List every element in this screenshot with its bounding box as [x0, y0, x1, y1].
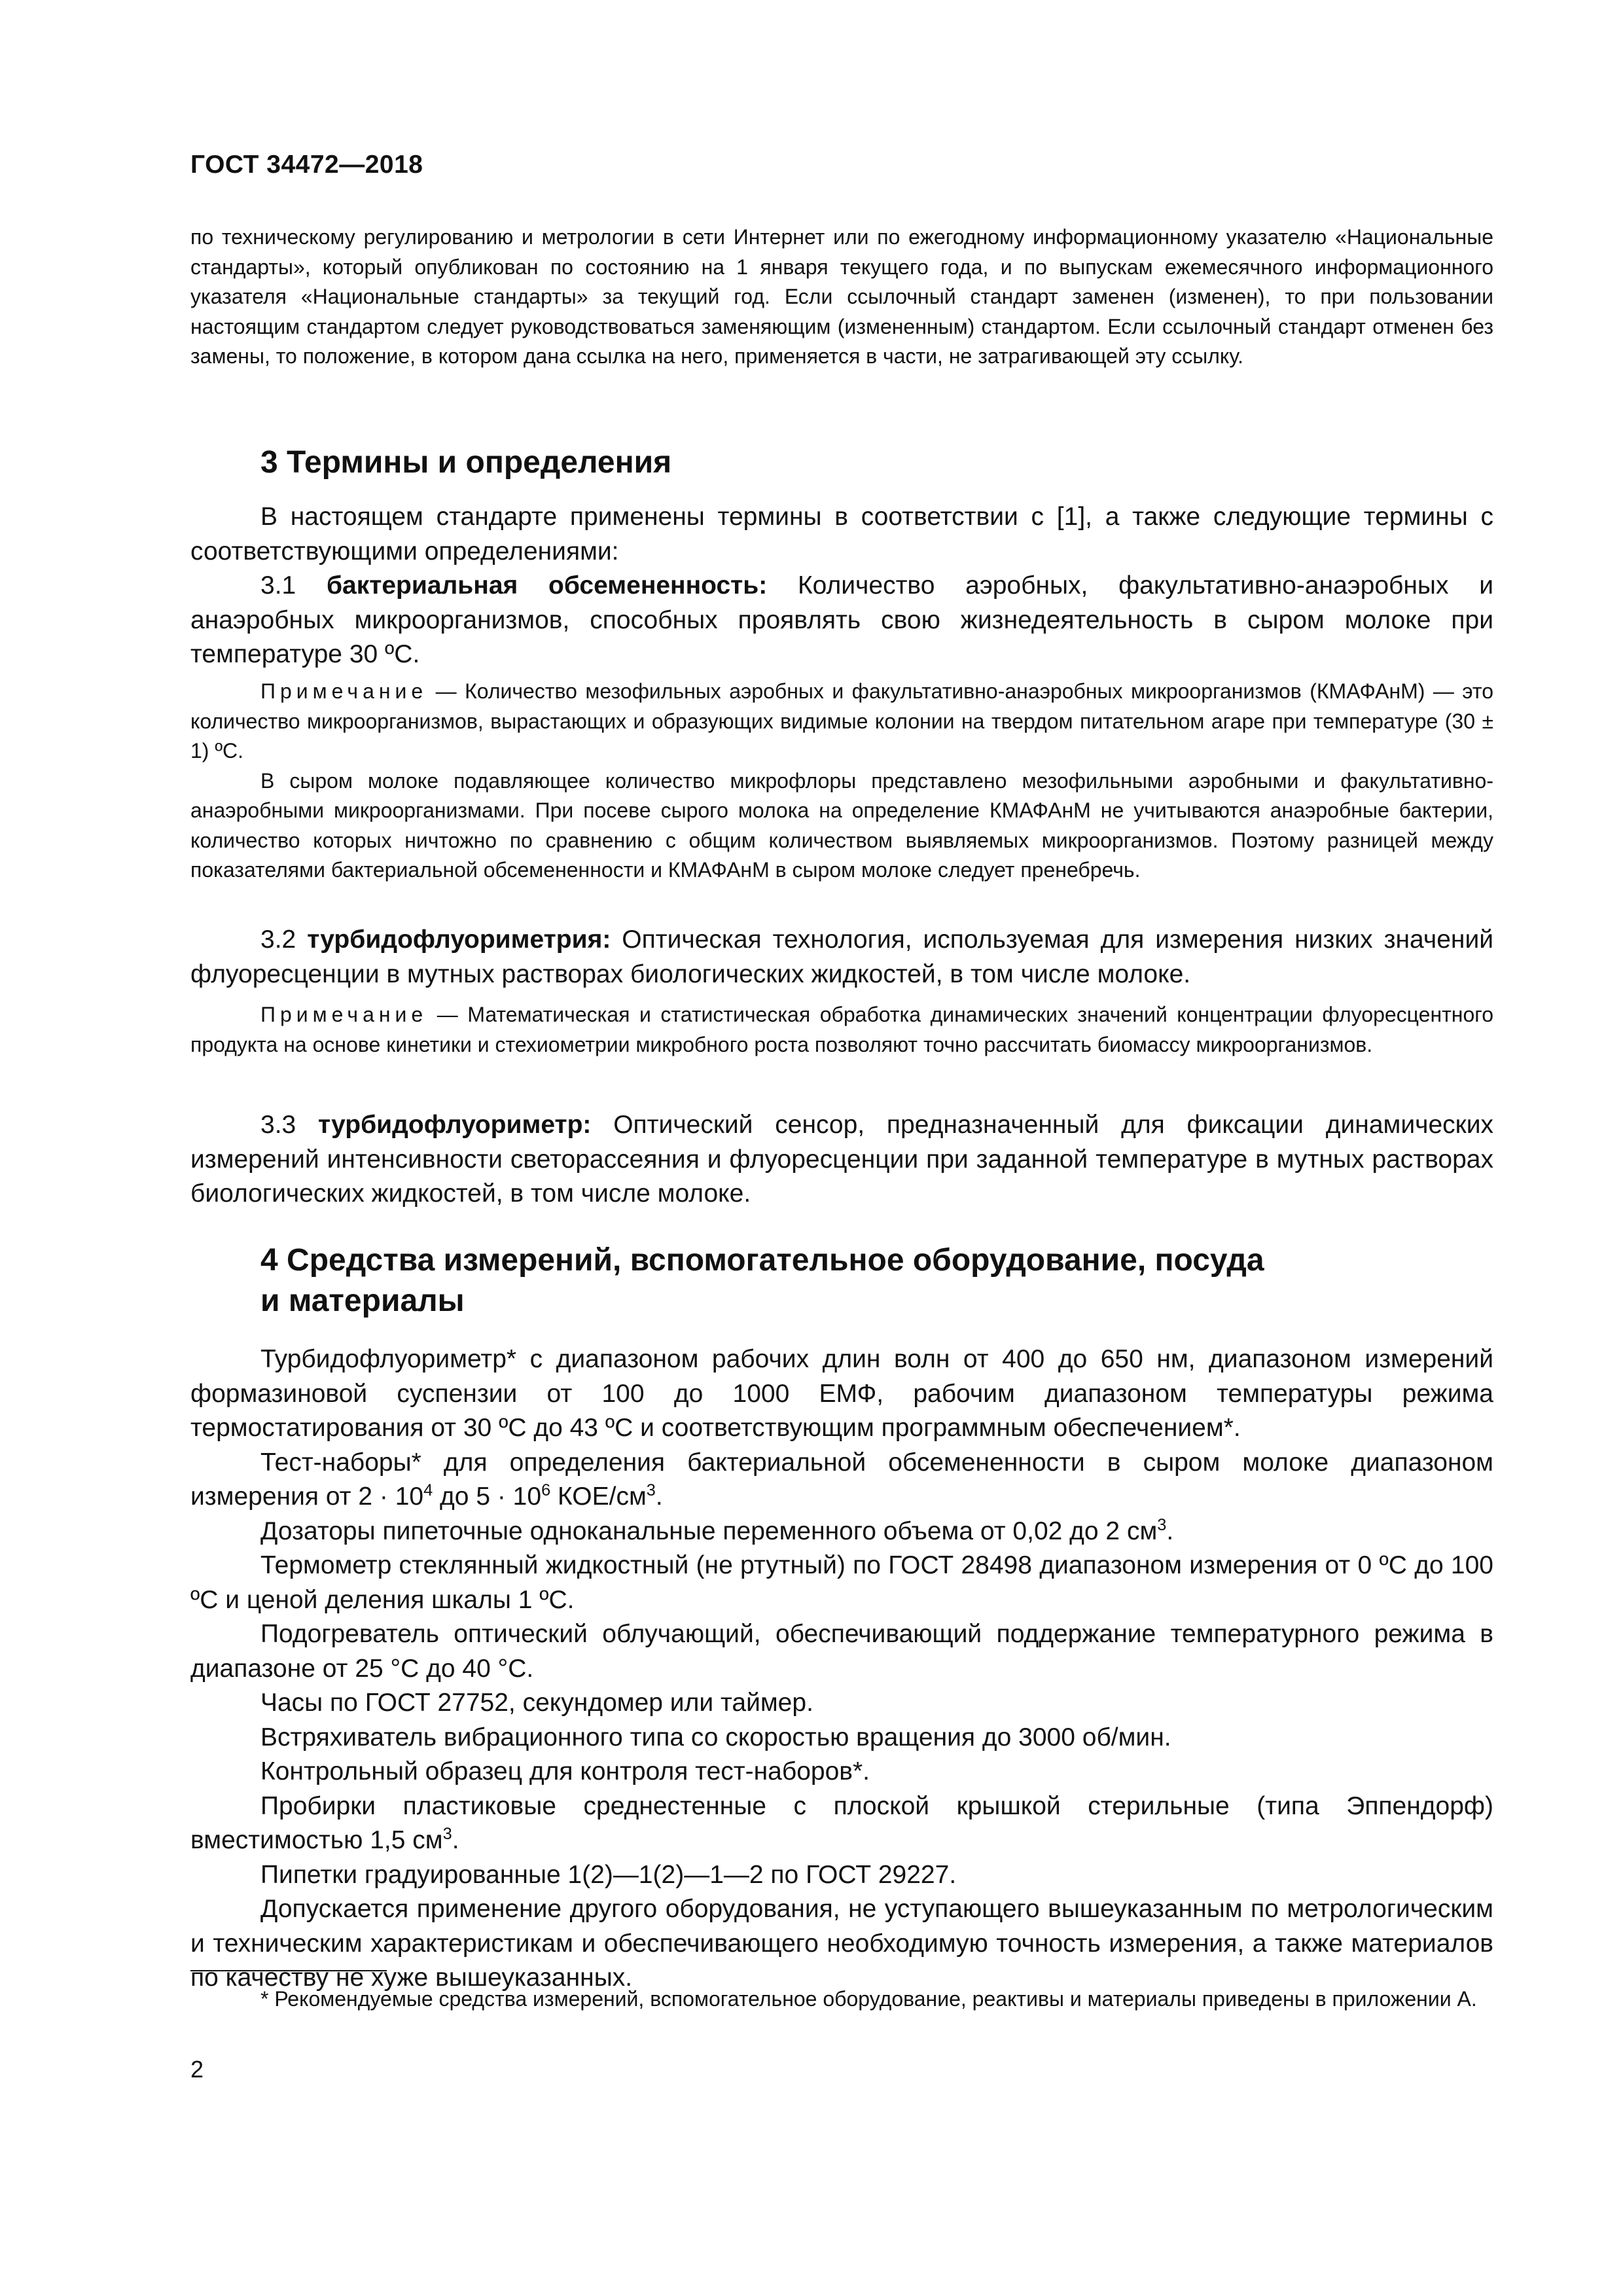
equipment-item: Пипетки градуированные 1(2)—1(2)—1—2 по ГОСТ 29227. [260, 1860, 957, 1889]
equipment-item: Допускается применение другого оборудования, не уступающего вышеуказанным по метрологическим и техническим характеристикам и обеспечивающего необходимую точность измерения, а также материалов по качеству не хуже вышеуказанных. [190, 1895, 1493, 1992]
term-number: 3.1 [260, 571, 296, 600]
page-number: 2 [190, 2056, 204, 2083]
equipment-text: Тест-наборы* для определения бактериальной обсемененности в сыром молоке диапазоном измерения от 2 · 10 [190, 1448, 1493, 1511]
note-paragraph-2: В сыром молоке подавляющее количество микрофлоры представлено мезофильными аэробными и факультативно-анаэробными микроорганизмами. При посеве сырого молока на определение КМАФАнМ не учитываются анаэробные бактерии, количество которых ничтожно по сравнению с общим количеством выявляемых микроорганизмов. Поэтому разницей между показателями бактериальной обсемененности и КМАФАнМ в сыром молоке следует пренебречь. [190, 768, 1493, 882]
term-number: 3.3 [260, 1111, 296, 1139]
equipment-text: . [1166, 1516, 1174, 1545]
equipment-item: Турбидофлуориметр* с диапазоном рабочих длин волн от 400 до 650 нм, диапазоном измерений формазиновой суспензии от 100 до 1000 ЕМФ, рабочим диапазоном температуры режима термостатирования от 30 ºС до 43 ºС и соответствующим программным обеспечением*. [190, 1345, 1493, 1442]
footnote [190, 1984, 1493, 2015]
equipment-text: КОЕ/см [550, 1482, 647, 1511]
footnote-text: * Рекомендуемые средства измерений, вспомогательное оборудование, реактивы и материалы приведены в приложении А. [260, 1987, 1477, 2011]
exponent: 6 [541, 1481, 551, 1499]
note-3-2 [190, 1000, 1493, 1060]
term-3-2-block [190, 923, 1493, 992]
exponent: 3 [442, 1825, 452, 1843]
note-text: — Количество мезофильных аэробных и факультативно-анаэробных микроорганизмов (КМАФАнМ) — это количество микроорганизмов, вырастающих и образующих видимые колонии на твердом питательном агаре при температуре (30 ± 1) ºС. [190, 679, 1494, 762]
term-name: бактериальная обсемененность: [326, 571, 768, 600]
term-definition: Оптический сенсор, предназначенный для фиксации динамических измерений интенсивности светорассеяния и флуоресценции при заданной температуре в мутных растворах биологических жидкостей, в том числе молоке. [190, 1111, 1493, 1208]
equipment-text: . [655, 1482, 663, 1511]
exponent: 4 [423, 1481, 433, 1499]
equipment-item: Часы по ГОСТ 27752, секундомер или таймер. [260, 1689, 813, 1717]
term-name: турбидофлуориметрия: [307, 925, 611, 954]
equipment-text: Дозаторы пипеточные одноканальные переменного объема от 0,02 до 2 см [260, 1516, 1158, 1545]
equipment-item: Встряхиватель вибрационного типа со скоростью вращения до 3000 об/мин. [260, 1723, 1171, 1751]
section-4-title-line-1: 4 Средства измерений, вспомогательное оборудование, посуда [260, 1243, 1264, 1278]
term-3-2 [190, 923, 1493, 992]
equipment-item: Контрольный образец для контроля тест-наборов*. [260, 1757, 870, 1785]
note-label: Примечание [260, 679, 428, 703]
section-3-body [190, 500, 1493, 672]
intro-paragraph: по техническому регулированию и метрологии в сети Интернет или по ежегодному информационному указателю «Национальные стандарты», который опубликован по состоянию на 1 января текущего года, и по выпускам ежемесячного информационного указателя «Национальные стандарты» за текущий год. Если ссылочный стандарт заменен (изменен), то при пользовании настоящим стандартом следует руководствоваться заменяющим (измененным) стандартом. Если ссылочный стандарт отменен без замены, то положение, в котором дана ссылка на него, применяется в части, не затрагивающей эту ссылку. [190, 225, 1493, 368]
intro-continuation [190, 223, 1493, 372]
note-3-1 [190, 677, 1493, 886]
section-4-body [190, 1342, 1493, 1996]
term-3-3 [190, 1108, 1493, 1211]
equipment-item [190, 1789, 1493, 1858]
document-header: ГОСТ 34472—2018 [190, 151, 423, 179]
note-paragraph [190, 677, 1493, 766]
equipment-text: . [452, 1826, 459, 1854]
note-paragraph [190, 1000, 1493, 1060]
equipment-item [190, 1515, 1493, 1549]
term-definition: Оптическая технология, используемая для измерения низких значений флуоресценции в мутных растворах биологических жидкостей, в том числе молоке. [190, 925, 1494, 988]
term-name: турбидофлуориметр: [318, 1111, 592, 1139]
term-3-1 [190, 569, 1493, 672]
exponent: 3 [1157, 1515, 1167, 1534]
section-3-title: 3 Термины и определения [260, 445, 672, 480]
section-4-title-line-2: и материалы [260, 1283, 465, 1318]
equipment-item: Термометр стеклянный жидкостный (не ртутный) по ГОСТ 28498 диапазоном измерения от 0 ºС до 100 ºС и ценой деления шкалы 1 ºС. [190, 1551, 1493, 1614]
term-3-3-block [190, 1108, 1493, 1211]
note-label: Примечание [260, 1003, 428, 1026]
section-4-title [260, 1240, 1491, 1321]
equipment-text: до 5 · 10 [433, 1482, 542, 1511]
equipment-text: Пробирки пластиковые среднестенные с плоской крышкой стерильные (типа Эппендорф) вместимостью 1,5 см [190, 1791, 1493, 1854]
equipment-item [190, 1446, 1493, 1515]
term-number: 3.2 [260, 925, 296, 954]
footnote-divider [190, 1970, 387, 1971]
term-definition: Количество аэробных, факультативно-анаэробных и анаэробных микроорганизмов, способных проявлять свою жизнедеятельность в сыром молоке при температуре 30 ºС. [190, 571, 1493, 668]
exponent: 3 [646, 1481, 656, 1499]
note-text: — Математическая и статистическая обработка динамических значений концентрации флуоресцентного продукта на основе кинетики и стехиометрии микробного роста позволяют точно рассчитать биомассу микроорганизмов. [190, 1003, 1494, 1056]
equipment-item: Подогреватель оптический облучающий, обеспечивающий поддержание температурного режима в диапазоне от 25 °С до 40 °С. [190, 1620, 1493, 1683]
section-3-intro: В настоящем стандарте применены термины в соответствии с [1], а также следующие термины с соответствующими определениями: [190, 503, 1493, 565]
